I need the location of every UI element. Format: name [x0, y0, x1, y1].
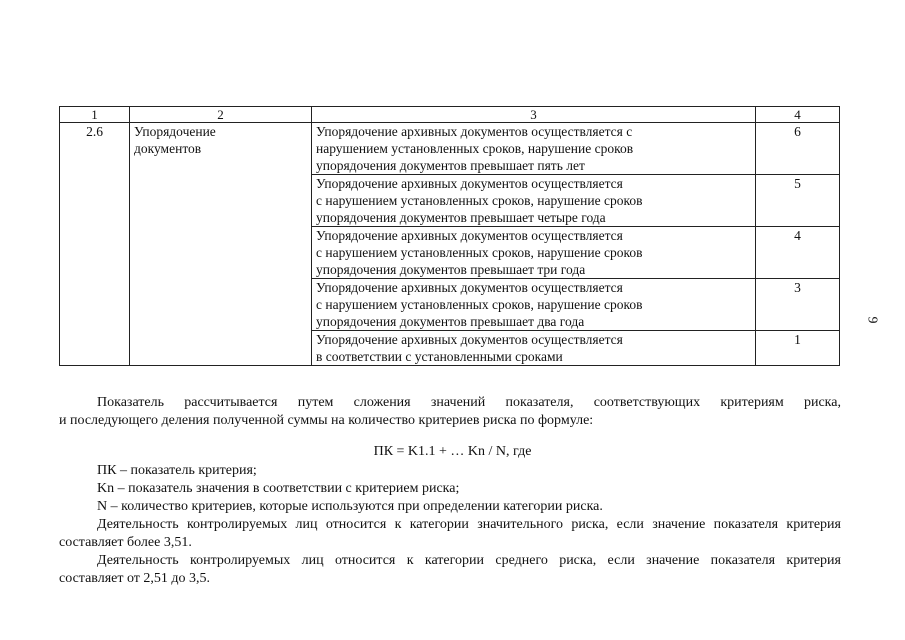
header-cell-1: 1	[60, 107, 130, 123]
table-header-row	[60, 107, 840, 123]
medium-risk-line1: Деятельность контролируемых лиц относится к категории среднего риска, если значение показателя критерия	[97, 553, 841, 568]
criteria-table	[59, 106, 840, 366]
header-cell-3: 3	[312, 107, 756, 123]
criterion-name: Упорядочение документов	[130, 123, 312, 366]
criterion-score: 3	[756, 279, 840, 331]
criterion-score: 4	[756, 227, 840, 279]
criterion-description: Упорядочение архивных документов осуществляется в соответствии с установленными сроками	[312, 331, 756, 366]
page-number: 9	[864, 316, 880, 324]
table-row	[60, 123, 840, 175]
criterion-description: Упорядочение архивных документов осуществляется с нарушением установленных сроков, нарушение сроков упорядочения документов превышает четыре года	[312, 175, 756, 227]
formula: ПК = K1.1 + … Kn / N, где	[373, 444, 532, 459]
criterion-score: 5	[756, 175, 840, 227]
criterion-score: 1	[756, 331, 840, 366]
medium-risk-line2: составляет от 2,51 до 3,5.	[59, 571, 211, 586]
significant-risk-line2: составляет более 3,51.	[59, 535, 192, 550]
intro-paragraph-line1: Показатель рассчитывается путем сложения значений показателя, соответствующих критериям риска,	[97, 395, 841, 410]
header-cell-4: 4	[756, 107, 840, 123]
criterion-number: 2.6	[60, 123, 130, 366]
criterion-description: Упорядочение архивных документов осуществляется с нарушением установленных сроков, нарушение сроков упорядочения документов превышает два года	[312, 279, 756, 331]
intro-paragraph-line2: и последующего деления полученной суммы на количество критериев риска по формуле:	[59, 413, 594, 428]
definition-kn: Kn – показатель значения в соответствии с критерием риска;	[97, 481, 460, 496]
criterion-description: Упорядочение архивных документов осуществляется с нарушением установленных сроков, нарушение сроков упорядочения документов превышает три года	[312, 227, 756, 279]
definition-pk: ПК – показатель критерия;	[97, 463, 257, 478]
significant-risk-line1: Деятельность контролируемых лиц относится к категории значительного риска, если значение показателя критерия	[97, 517, 841, 532]
criterion-score: 6	[756, 123, 840, 175]
criterion-description: Упорядочение архивных документов осуществляется с нарушением установленных сроков, нарушение сроков упорядочения документов превышает пять лет	[312, 123, 756, 175]
header-cell-2: 2	[130, 107, 312, 123]
definition-n: N – количество критериев, которые используются при определении категории риска.	[97, 499, 603, 514]
